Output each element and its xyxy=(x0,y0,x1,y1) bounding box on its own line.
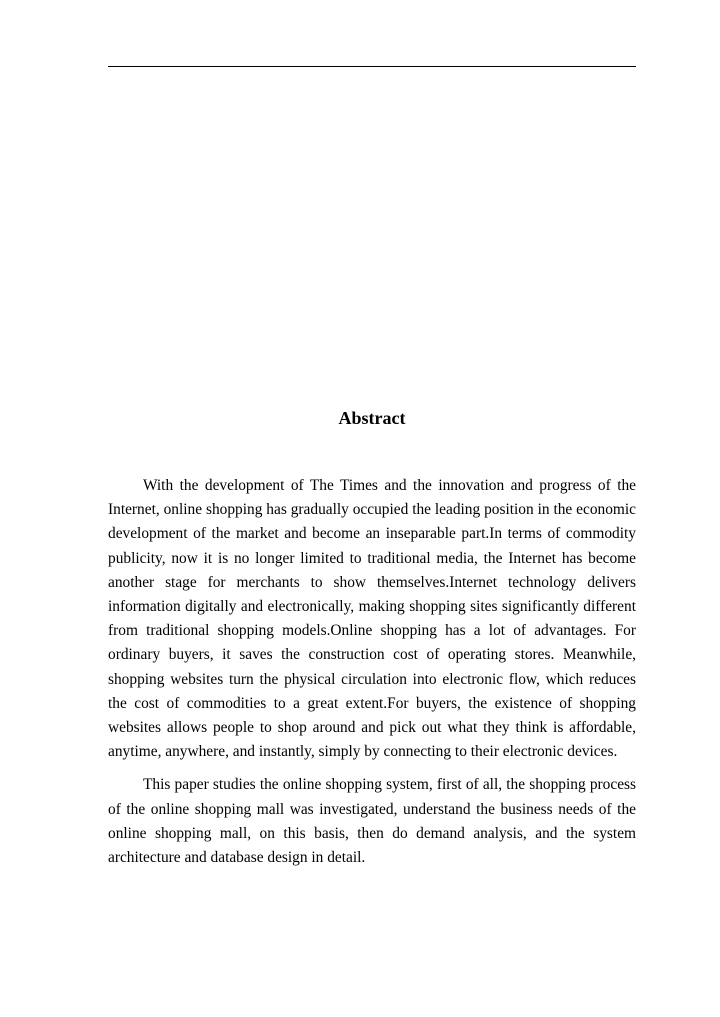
header-rule xyxy=(108,66,636,67)
abstract-title: Abstract xyxy=(338,408,406,428)
abstract-paragraph-1: With the development of The Times and the innovation and progress of the Internet, online shopping has gradually occupied the leading position in the economic development of the market and become an inseparable part.In terms of commodity publicity, now it is no longer limited to traditional media, the Internet has become another stage for merchants to show themselves.Internet technology delivers information digitally and electronically, making shopping sites significantly different from traditional shopping models.Online shopping has a lot of advantages. For ordinary buyers, it saves the construction cost of operating stores. Meanwhile, shopping websites turn the physical circulation into electronic flow, which reduces the cost of commodities to a great extent.For buyers, the existence of shopping websites allows people to shop around and pick out what they think is affordable, anytime, anywhere, and instantly, simply by connecting to their electronic devices. xyxy=(108,477,636,761)
abstract-body xyxy=(108,474,636,870)
abstract-paragraph-2: This paper studies the online shopping system, first of all, the shopping process of the online shopping mall was investigated, understand the business needs of the online shopping mall, on this basis, then do demand analysis, and the system architecture and database design in detail. xyxy=(108,776,636,867)
